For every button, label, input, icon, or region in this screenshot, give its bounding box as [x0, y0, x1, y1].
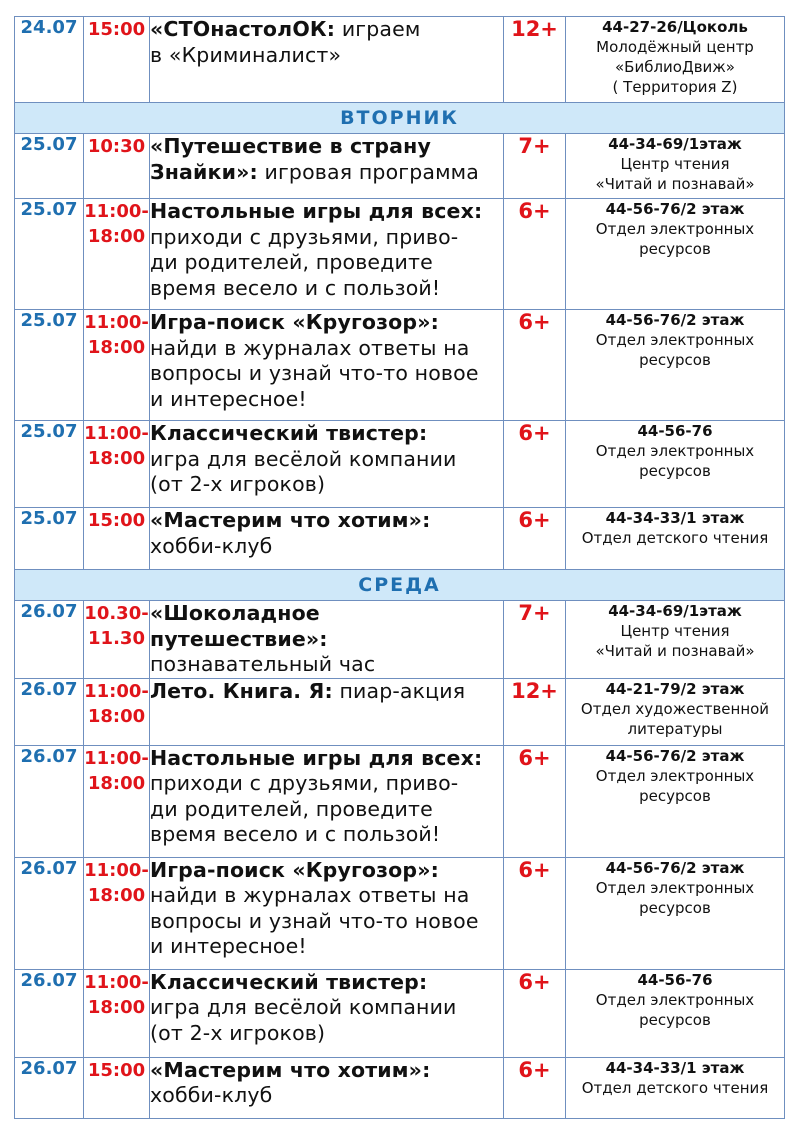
- location-line: ресурсов: [639, 240, 711, 258]
- event-title: Классический твистер:: [150, 421, 428, 445]
- event-time: [84, 601, 150, 679]
- event-description: [150, 17, 504, 103]
- event-title: Классический твистер:: [150, 969, 428, 994]
- event-time-line: 15:00: [87, 1059, 146, 1081]
- location-phone: 44-56-76/2 этаж: [605, 858, 745, 877]
- age-rating: 6+: [504, 969, 566, 1057]
- event-location: [566, 199, 785, 310]
- event-time-line: 11:00-: [84, 201, 149, 222]
- event-time: [84, 421, 150, 508]
- event-location: [566, 678, 785, 745]
- location-line: «Читай и познавай»: [595, 175, 755, 193]
- event-text: познавательный час: [150, 652, 376, 676]
- event-title: «СТОнастолОК:: [150, 17, 336, 41]
- event-title: «Мастерим что хотим»:: [150, 1057, 431, 1082]
- event-text: игра для весёлой компании: [150, 995, 457, 1019]
- location-line: ресурсов: [639, 351, 711, 369]
- event-time-line: 10:30: [87, 136, 146, 157]
- event-title: «Путешествие в страну: [150, 134, 431, 158]
- event-row: [15, 17, 785, 103]
- event-description: [150, 678, 504, 745]
- location-line: Центр чтения: [620, 622, 730, 640]
- event-date: 25.07: [15, 508, 84, 570]
- location-line: литературы: [627, 719, 723, 738]
- event-description: [150, 199, 504, 310]
- location-line: «Читай и познавай»: [595, 642, 755, 660]
- event-time-line: 18:00: [87, 448, 146, 469]
- event-location: [566, 969, 785, 1057]
- event-time: [84, 17, 150, 103]
- location-phone: 44-56-76: [637, 970, 713, 989]
- event-title: Настольные игры для всех:: [150, 199, 483, 223]
- location-line: ресурсов: [639, 1010, 711, 1029]
- event-date: 25.07: [15, 199, 84, 310]
- location-line: ресурсов: [639, 898, 711, 917]
- location-line: Отдел электронных: [595, 331, 755, 349]
- event-date: 25.07: [15, 310, 84, 421]
- event-date: 26.07: [15, 678, 84, 745]
- event-title: Лето. Книга. Я:: [150, 678, 333, 703]
- event-title: Настольные игры для всех:: [150, 745, 483, 770]
- event-title: «Шоколадное путешествие»:: [150, 601, 328, 651]
- day-header: ВТОРНИК: [15, 103, 785, 134]
- event-title: «Мастерим что хотим»:: [150, 508, 431, 532]
- event-time-line: 11:00-: [84, 423, 149, 444]
- event-location: [566, 17, 785, 103]
- event-date: 26.07: [15, 601, 84, 679]
- location-phone: 44-56-76/2 этаж: [605, 200, 745, 218]
- location-phone: 44-34-33/1 этаж: [605, 509, 745, 527]
- event-location: [566, 310, 785, 421]
- event-description: [150, 134, 504, 199]
- location-phone: 44-56-76/2 этаж: [605, 746, 745, 765]
- location-line: Отдел электронных: [595, 442, 755, 460]
- event-time-line: 15:00: [87, 510, 146, 531]
- event-time: [84, 745, 150, 857]
- event-row: [15, 857, 785, 969]
- event-date: 26.07: [15, 969, 84, 1057]
- event-title: Игра-поиск «Кругозор»:: [150, 310, 439, 334]
- event-time-line: 15:00: [87, 19, 146, 40]
- event-text: вопросы и узнай что-то новое: [150, 361, 479, 385]
- age-rating: 6+: [504, 421, 566, 508]
- location-phone: 44-27-26/Цоколь: [602, 18, 748, 36]
- event-location: [566, 508, 785, 570]
- day-header-row: [15, 103, 785, 134]
- location-line: ресурсов: [639, 462, 711, 480]
- location-phone: 44-34-69/1этаж: [608, 135, 742, 153]
- event-text: ди родителей, проведите: [150, 796, 433, 821]
- event-time: [84, 678, 150, 745]
- location-line: ( Территория Z): [612, 78, 738, 96]
- event-time-line: 11:00-: [84, 971, 149, 993]
- age-rating: 6+: [504, 857, 566, 969]
- event-text: в «Криминалист»: [150, 42, 342, 67]
- event-description: [150, 969, 504, 1057]
- day-header: СРЕДА: [15, 570, 785, 601]
- event-time-line: 11:00-: [84, 859, 149, 881]
- event-text: найди в журналах ответы на: [150, 883, 470, 907]
- event-location: [566, 134, 785, 199]
- event-description: [150, 857, 504, 969]
- event-time: [84, 134, 150, 199]
- location-phone: 44-21-79/2 этаж: [605, 679, 745, 698]
- event-time-line: 18:00: [87, 226, 146, 247]
- location-line: Отдел электронных: [595, 990, 755, 1009]
- event-time-line: 18:00: [87, 337, 146, 358]
- event-location: [566, 745, 785, 857]
- event-date: 26.07: [15, 1057, 84, 1118]
- age-rating: 6+: [504, 508, 566, 570]
- event-text: (от 2-х игроков): [150, 472, 326, 496]
- event-time: [84, 969, 150, 1057]
- event-location: [566, 857, 785, 969]
- event-time: [84, 199, 150, 310]
- event-text: время весело и с пользой!: [150, 822, 441, 846]
- location-phone: 44-56-76/2 этаж: [605, 311, 745, 329]
- location-line: Центр чтения: [620, 155, 730, 173]
- event-text: приходи с друзьями, приво-: [150, 771, 459, 795]
- event-description: [150, 1057, 504, 1118]
- event-description: [150, 310, 504, 421]
- event-text: играем: [335, 17, 421, 41]
- event-text: и интересное!: [150, 386, 307, 411]
- event-time: [84, 508, 150, 570]
- location-line: Молодёжный центр: [596, 38, 754, 56]
- event-time-line: 10.30-: [84, 603, 149, 624]
- event-text: хобби-клуб: [150, 533, 273, 558]
- event-description: [150, 745, 504, 857]
- event-text: Знайки»: игровая программа: [150, 159, 480, 184]
- event-text: вопросы и узнай что-то новое: [150, 908, 479, 933]
- location-line: «БиблиоДвиж»: [615, 58, 735, 76]
- event-row: [15, 969, 785, 1057]
- age-rating: 6+: [504, 1057, 566, 1118]
- schedule-body: [15, 17, 785, 1119]
- event-row: [15, 678, 785, 745]
- event-title-cont: Знайки»:: [150, 159, 258, 184]
- event-date: 26.07: [15, 857, 84, 969]
- event-text: игра для весёлой компании: [150, 446, 457, 471]
- event-time-line: 18:00: [87, 996, 146, 1018]
- event-text: время весело и с пользой!: [150, 275, 441, 300]
- age-rating: 6+: [504, 745, 566, 857]
- event-text: пиар-акция: [332, 678, 466, 703]
- event-description: [150, 421, 504, 508]
- location-phone: 44-34-33/1 этаж: [605, 1058, 745, 1077]
- event-description: [150, 508, 504, 570]
- location-line: ресурсов: [639, 786, 711, 805]
- location-line: Отдел детского чтения: [581, 529, 769, 547]
- age-rating: 7+: [504, 601, 566, 679]
- day-header-row: [15, 570, 785, 601]
- event-time-line: 18:00: [87, 884, 146, 906]
- event-row: [15, 134, 785, 199]
- event-date: 25.07: [15, 134, 84, 199]
- event-date: 25.07: [15, 421, 84, 508]
- event-location: [566, 1057, 785, 1118]
- event-description: [150, 601, 504, 679]
- event-text: приходи с друзьями, приво-: [150, 224, 459, 249]
- event-row: [15, 601, 785, 679]
- location-phone: 44-56-76: [637, 422, 713, 440]
- location-phone: 44-34-69/1этаж: [608, 602, 742, 620]
- event-row: [15, 199, 785, 310]
- age-rating: 12+: [504, 17, 566, 103]
- event-row: [15, 421, 785, 508]
- event-row: [15, 508, 785, 570]
- age-rating: 7+: [504, 134, 566, 199]
- event-text: найди в журналах ответы на: [150, 335, 470, 360]
- event-text: и интересное!: [150, 934, 307, 958]
- event-time: [84, 857, 150, 969]
- event-time-line: 11:00-: [84, 312, 149, 333]
- age-rating: 6+: [504, 199, 566, 310]
- event-time: [84, 310, 150, 421]
- event-time-line: 18:00: [87, 772, 146, 794]
- event-time-line: 11.30: [88, 628, 145, 649]
- event-time-line: 11:00-: [84, 680, 149, 702]
- event-time-line: 18:00: [87, 705, 146, 727]
- location-line: Отдел электронных: [595, 766, 755, 785]
- age-rating: 12+: [504, 678, 566, 745]
- event-location: [566, 601, 785, 679]
- event-date: 26.07: [15, 745, 84, 857]
- event-text: хобби-клуб: [150, 1083, 273, 1107]
- event-text: ди родителей, проведите: [150, 250, 433, 274]
- location-line: Отдел детского чтения: [581, 1078, 769, 1097]
- location-line: Отдел художественной: [580, 699, 770, 718]
- schedule-table: [14, 16, 785, 1119]
- age-rating: 6+: [504, 310, 566, 421]
- event-time: [84, 1057, 150, 1118]
- event-title: Игра-поиск «Кругозор»:: [150, 857, 439, 882]
- location-line: Отдел электронных: [595, 878, 755, 897]
- event-row: [15, 1057, 785, 1118]
- event-text: (от 2-х игроков): [150, 1020, 326, 1045]
- event-row: [15, 310, 785, 421]
- event-row: [15, 745, 785, 857]
- location-line: Отдел электронных: [595, 220, 755, 238]
- event-time-line: 11:00-: [84, 747, 149, 769]
- event-location: [566, 421, 785, 508]
- event-date: 24.07: [15, 17, 84, 103]
